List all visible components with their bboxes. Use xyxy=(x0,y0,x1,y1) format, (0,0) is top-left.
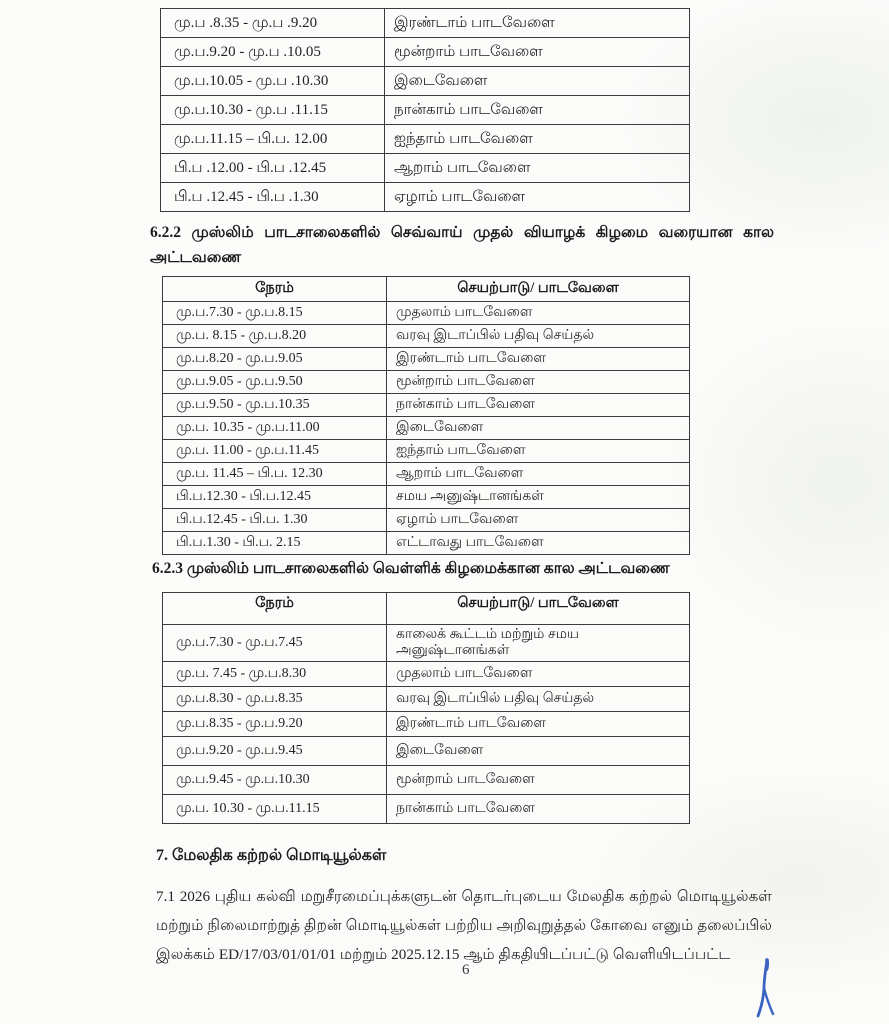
section-heading-7: 7. மேலதிக கற்றல் மொடியூல்கள் xyxy=(156,847,387,864)
activity-cell: மூன்றாம் பாடவேளை xyxy=(387,371,690,394)
timetable-friday xyxy=(162,592,690,824)
activity-cell: இடைவேளை xyxy=(387,737,690,766)
time-cell: மு.ப.10.30 - மு.ப .11.15 xyxy=(161,96,385,125)
time-cell: மு.ப.7.30 - மு.ப.7.45 xyxy=(163,625,387,662)
time-header: நேரம் xyxy=(163,277,387,302)
table-row xyxy=(161,67,690,96)
activity-cell: ஏழாம் பாடவேளை xyxy=(385,183,690,212)
time-cell: மு.ப. 8.15 - மு.ப.8.20 xyxy=(163,325,387,348)
activity-cell: நான்காம் பாடவேளை xyxy=(385,96,690,125)
time-cell: மு.ப.9.50 - மு.ப.10.35 xyxy=(163,394,387,417)
time-cell: பி.ப .12.45 - பி.ப .1.30 xyxy=(161,183,385,212)
activity-header: செயற்பாடு/ பாடவேளை xyxy=(387,277,690,302)
paragraph-7-1: 7.1 2026 புதிய கல்வி மறுசீரமைப்புக்களுடன் தொடர்புடைய மேலதிக கற்றல் மொடியூல்கள் மற்றும் நிலைமாற்றுத் திறன் மொடியூல்கள் பற்றிய அறிவுறுத்தல் கோவை எனும் தலைப்பில் இலக்கம் ED/17/03/01/01/01 மற்றும் 2025.12.15 ஆம் திகதியிடப்பட்டு வெளியிடப்பட்ட xyxy=(156,888,772,963)
activity-header: செயற்பாடு/ பாடவேளை xyxy=(387,593,690,625)
table-row xyxy=(163,440,690,463)
section-heading-623: 6.2.3 முஸ்லிம் பாடசாலைகளில் வெள்ளிக் கிழமைக்கான கால அட்டவணை xyxy=(152,560,670,577)
time-cell: மு.ப.8.20 - மு.ப.9.05 xyxy=(163,348,387,371)
table-row xyxy=(163,687,690,712)
time-cell: மு.ப.8.30 - மு.ப.8.35 xyxy=(163,687,387,712)
activity-cell: முதலாம் பாடவேளை xyxy=(387,302,690,325)
activity-cell: ஐந்தாம் பாடவேளை xyxy=(385,125,690,154)
activity-cell: முதலாம் பாடவேளை xyxy=(387,662,690,687)
activity-cell: மூன்றாம் பாடவேளை xyxy=(387,766,690,795)
table-row xyxy=(163,712,690,737)
table-row xyxy=(163,737,690,766)
activity-cell: ஆறாம் பாடவேளை xyxy=(387,463,690,486)
time-cell: மு.ப. 10.30 - மு.ப.11.15 xyxy=(163,795,387,824)
activity-cell: மூன்றாம் பாடவேளை xyxy=(385,38,690,67)
time-cell: மு.ப.9.45 - மு.ப.10.30 xyxy=(163,766,387,795)
table-header-row xyxy=(163,593,690,625)
time-cell: மு.ப.9.20 - மு.ப .10.05 xyxy=(161,38,385,67)
activity-cell: ஐந்தாம் பாடவேளை xyxy=(387,440,690,463)
activity-cell: இரண்டாம் பாடவேளை xyxy=(387,348,690,371)
time-cell: மு.ப.11.15 – பி.ப. 12.00 xyxy=(161,125,385,154)
time-cell: மு.ப. 11.45 – பி.ப. 12.30 xyxy=(163,463,387,486)
activity-cell: ஏழாம் பாடவேளை xyxy=(387,509,690,532)
time-cell: மு.ப .8.35 - மு.ப .9.20 xyxy=(161,9,385,38)
table-row xyxy=(163,662,690,687)
table-row xyxy=(161,125,690,154)
table-row xyxy=(161,9,690,38)
time-cell: மு.ப.9.05 - மு.ப.9.50 xyxy=(163,371,387,394)
table-row xyxy=(161,38,690,67)
activity-cell: நான்காம் பாடவேளை xyxy=(387,795,690,824)
time-cell: மு.ப. 7.45 - மு.ப.8.30 xyxy=(163,662,387,687)
table-row xyxy=(161,183,690,212)
table-row xyxy=(163,394,690,417)
table-row xyxy=(163,766,690,795)
activity-cell: இரண்டாம் பாடவேளை xyxy=(385,9,690,38)
activity-cell: ஆறாம் பாடவேளை xyxy=(385,154,690,183)
table-row xyxy=(161,154,690,183)
table-row xyxy=(163,509,690,532)
table-row xyxy=(163,486,690,509)
time-cell: மு.ப.8.35 - மு.ப.9.20 xyxy=(163,712,387,737)
table-row xyxy=(163,348,690,371)
time-cell: மு.ப.9.20 - மு.ப.9.45 xyxy=(163,737,387,766)
time-cell: பி.ப .12.00 - பி.ப .12.45 xyxy=(161,154,385,183)
activity-cell: இடைவேளை xyxy=(385,67,690,96)
timetable-morning-partial xyxy=(160,8,690,212)
table-row xyxy=(163,463,690,486)
activity-cell: வரவு இடாப்பில் பதிவு செய்தல் xyxy=(387,687,690,712)
time-cell: மு.ப.10.05 - மு.ப .10.30 xyxy=(161,67,385,96)
activity-cell: சமய அனுஷ்டானங்கள் xyxy=(387,486,690,509)
pen-mark-icon xyxy=(750,954,782,1022)
time-cell: மு.ப. 10.35 - மு.ப.11.00 xyxy=(163,417,387,440)
time-cell: பி.ப.12.45 - பி.ப. 1.30 xyxy=(163,509,387,532)
time-cell: பி.ப.12.30 - பி.ப.12.45 xyxy=(163,486,387,509)
activity-cell: வரவு இடாப்பில் பதிவு செய்தல் xyxy=(387,325,690,348)
activity-cell: இடைவேளை xyxy=(387,417,690,440)
time-cell: பி.ப.1.30 - பி.ப. 2.15 xyxy=(163,532,387,555)
page-number: 6 xyxy=(462,962,470,978)
table-row xyxy=(163,795,690,824)
time-cell: மு.ப. 11.00 - மு.ப.11.45 xyxy=(163,440,387,463)
table-row xyxy=(163,625,690,662)
timetable-tuesday-thursday xyxy=(162,276,690,555)
activity-cell: எட்டாவது பாடவேளை xyxy=(387,532,690,555)
table-row xyxy=(163,532,690,555)
activity-cell: காலைக் கூட்டம் மற்றும் சமய அனுஷ்டானங்கள் xyxy=(387,625,690,662)
table-row xyxy=(163,417,690,440)
table-header-row xyxy=(163,277,690,302)
activity-cell: இரண்டாம் பாடவேளை xyxy=(387,712,690,737)
table-row xyxy=(161,96,690,125)
section-heading-622: 6.2.2 முஸ்லிம் பாடசாலைகளில் செவ்வாய் முதல் வியாழக் கிழமை வரையான கால அட்டவணை xyxy=(150,224,774,266)
time-cell: மு.ப.7.30 - மு.ப.8.15 xyxy=(163,302,387,325)
time-header: நேரம் xyxy=(163,593,387,625)
table-row xyxy=(163,371,690,394)
table-row xyxy=(163,302,690,325)
activity-cell: நான்காம் பாடவேளை xyxy=(387,394,690,417)
table-row xyxy=(163,325,690,348)
